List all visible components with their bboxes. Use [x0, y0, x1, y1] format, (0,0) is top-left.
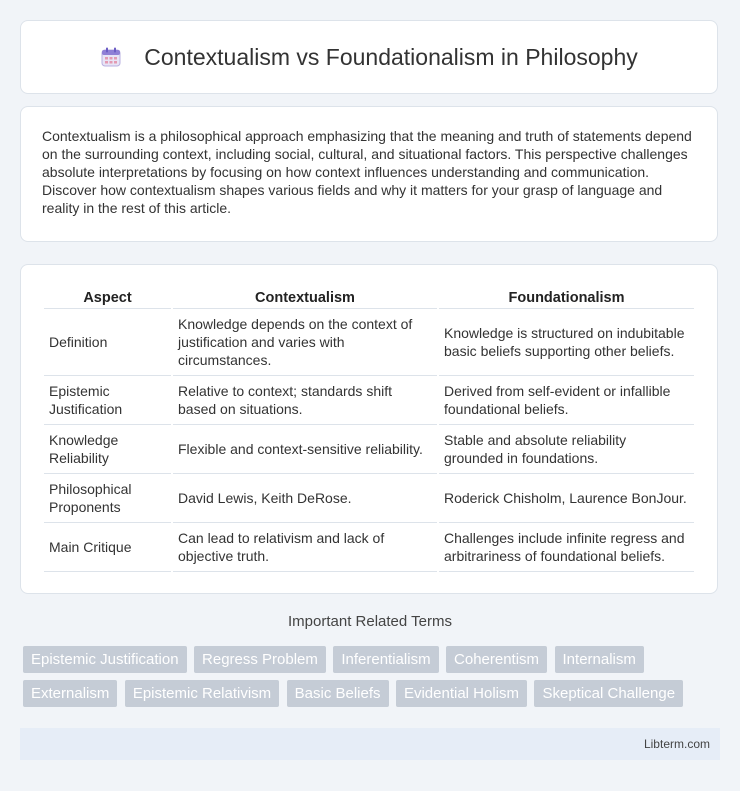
aspect-cell: Philosophical Proponents — [44, 474, 171, 523]
foundationalism-cell: Knowledge is structured on indubitable basic beliefs supporting other beliefs. — [439, 309, 694, 376]
column-header-aspect: Aspect — [44, 285, 171, 309]
aspect-cell: Knowledge Reliability — [44, 425, 171, 474]
aspect-cell: Definition — [44, 309, 171, 376]
table-row — [44, 474, 694, 523]
column-header-foundationalism: Foundationalism — [439, 285, 694, 309]
related-term-tag[interactable]: Regress Problem — [194, 646, 326, 673]
table-row — [44, 523, 694, 572]
comparison-card — [20, 264, 718, 594]
contextualism-cell: David Lewis, Keith DeRose. — [173, 474, 437, 523]
aspect-cell: Epistemic Justification — [44, 376, 171, 425]
intro-text: Contextualism is a philosophical approach emphasizing that the meaning and truth of statements depend on the surrounding context, including social, cultural, and situational factors. This perspective challenges absolute interpretations by focusing on how context influences understanding and communication. Discover how contextualism shapes various fields and why it matters for your grasp of language and reality in the rest of this article. — [42, 128, 692, 216]
related-terms-list — [23, 646, 723, 714]
contextualism-cell: Flexible and context-sensitive reliability. — [173, 425, 437, 474]
related-term-tag[interactable]: Coherentism — [446, 646, 547, 673]
aspect-cell: Main Critique — [44, 523, 171, 572]
foundationalism-cell: Roderick Chisholm, Laurence BonJour. — [439, 474, 694, 523]
contextualism-cell: Can lead to relativism and lack of objective truth. — [173, 523, 437, 572]
related-term-tag[interactable]: Evidential Holism — [396, 680, 527, 707]
table-row — [44, 309, 694, 376]
footer — [20, 728, 720, 760]
related-terms-title: Important Related Terms — [288, 613, 452, 630]
contextualism-cell: Knowledge depends on the context of justification and varies with circumstances. — [173, 309, 437, 376]
header-card — [20, 20, 718, 94]
column-header-contextualism: Contextualism — [173, 285, 437, 309]
calendar-icon — [100, 46, 122, 68]
related-term-tag[interactable]: Epistemic Justification — [23, 646, 187, 673]
related-term-tag[interactable]: Epistemic Relativism — [125, 680, 279, 707]
related-term-tag[interactable]: Skeptical Challenge — [534, 680, 683, 707]
related-term-tag[interactable]: Inferentialism — [333, 646, 438, 673]
footer-brand-link[interactable]: Libterm.com — [643, 737, 710, 751]
foundationalism-cell: Stable and absolute reliability grounded in foundations. — [439, 425, 694, 474]
contextualism-cell: Relative to context; standards shift based on situations. — [173, 376, 437, 425]
intro-card — [20, 106, 718, 242]
foundationalism-cell: Derived from self-evident or infallible foundational beliefs. — [439, 376, 694, 425]
foundationalism-cell: Challenges include infinite regress and arbitrariness of foundational beliefs. — [439, 523, 694, 572]
related-term-tag[interactable]: Externalism — [23, 680, 117, 707]
comparison-table — [42, 285, 696, 572]
related-term-tag[interactable]: Basic Beliefs — [287, 680, 389, 707]
table-header-row — [44, 285, 694, 309]
page-title: Contextualism vs Foundationalism in Philosophy — [144, 43, 638, 70]
table-row — [44, 425, 694, 474]
related-term-tag[interactable]: Internalism — [555, 646, 644, 673]
table-row — [44, 376, 694, 425]
